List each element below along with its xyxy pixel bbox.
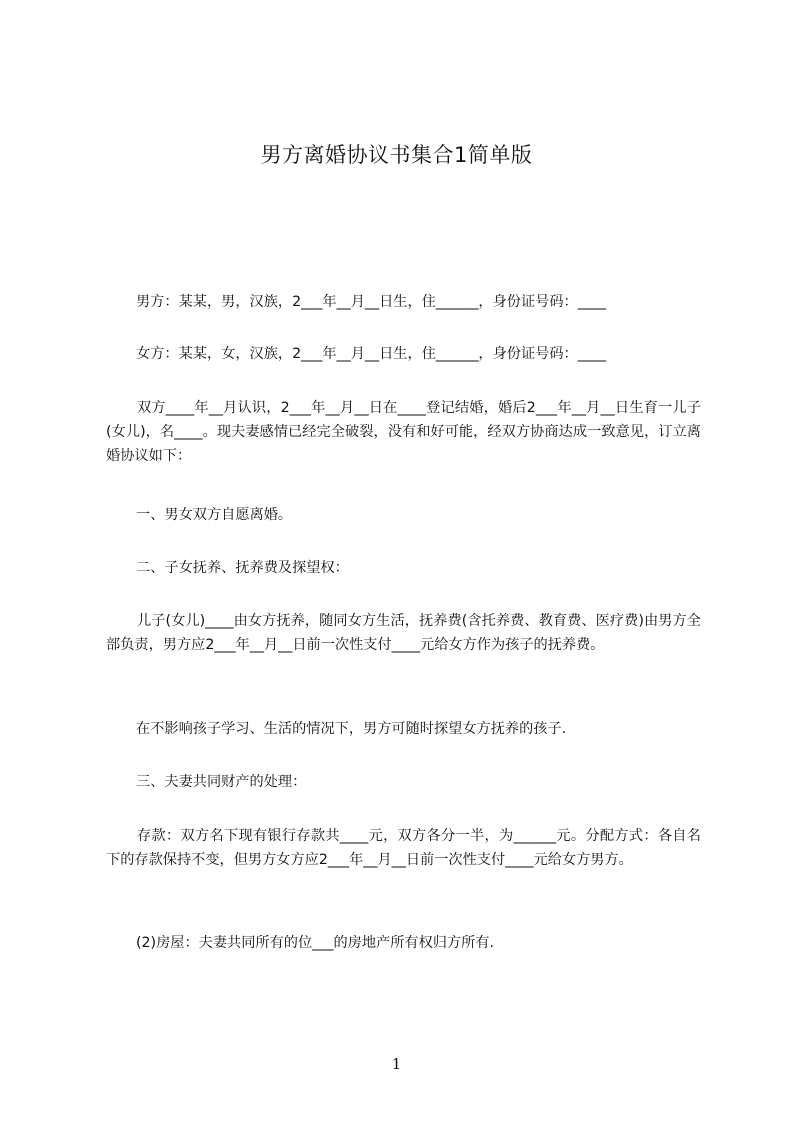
section-heading-3: 三、夫妻共同财产的处理： [136, 774, 307, 790]
paragraph-female-party: 女方：某某，女，汉族，2___年__月__日生，住______，身份证号码：____ [136, 346, 607, 362]
paragraph-savings: 存款：双方名下现有银行存款共____元，双方各分一半，为______元。分配方式：各自名下的存款保持不变，但男方女方应2___年__月__日前一次性支付____元给女方男方。 [106, 828, 701, 868]
paragraph-house: (2)房屋：夫妻共同所有的位___的房地产所有权归方所有. [136, 935, 495, 951]
page-number: 1 [391, 1055, 402, 1073]
document-title: 男方离婚协议书集合1简单版 [260, 143, 533, 167]
paragraph-background: 双方____年__月认识，2___年__月__日在____登记结婚，婚后2___年__月__日生育一儿子(女儿)，名____。现夫妻感情已经完全破裂，没有和好可能，经双方协商达成一致意见，订立离婚协议如下： [106, 400, 701, 464]
section-heading-2: 二、子女抚养、抚养费及探望权： [136, 560, 349, 576]
paragraph-male-party: 男方：某某，男，汉族，2___年__月__日生，住______，身份证号码：____ [136, 294, 607, 310]
section-heading-1: 一、男女双方自愿离婚。 [136, 507, 293, 523]
paragraph-child-custody: 儿子(女儿)____由女方抚养，随同女方生活，抚养费(含托养费、教育费、医疗费)由男方全部负责，男方应2___年__月__日前一次性支付____元给女方作为孩子的抚养费。 [106, 613, 701, 653]
paragraph-visitation: 在不影响孩子学习、生活的情况下，男方可随时探望女方抚养的孩子. [136, 721, 567, 737]
